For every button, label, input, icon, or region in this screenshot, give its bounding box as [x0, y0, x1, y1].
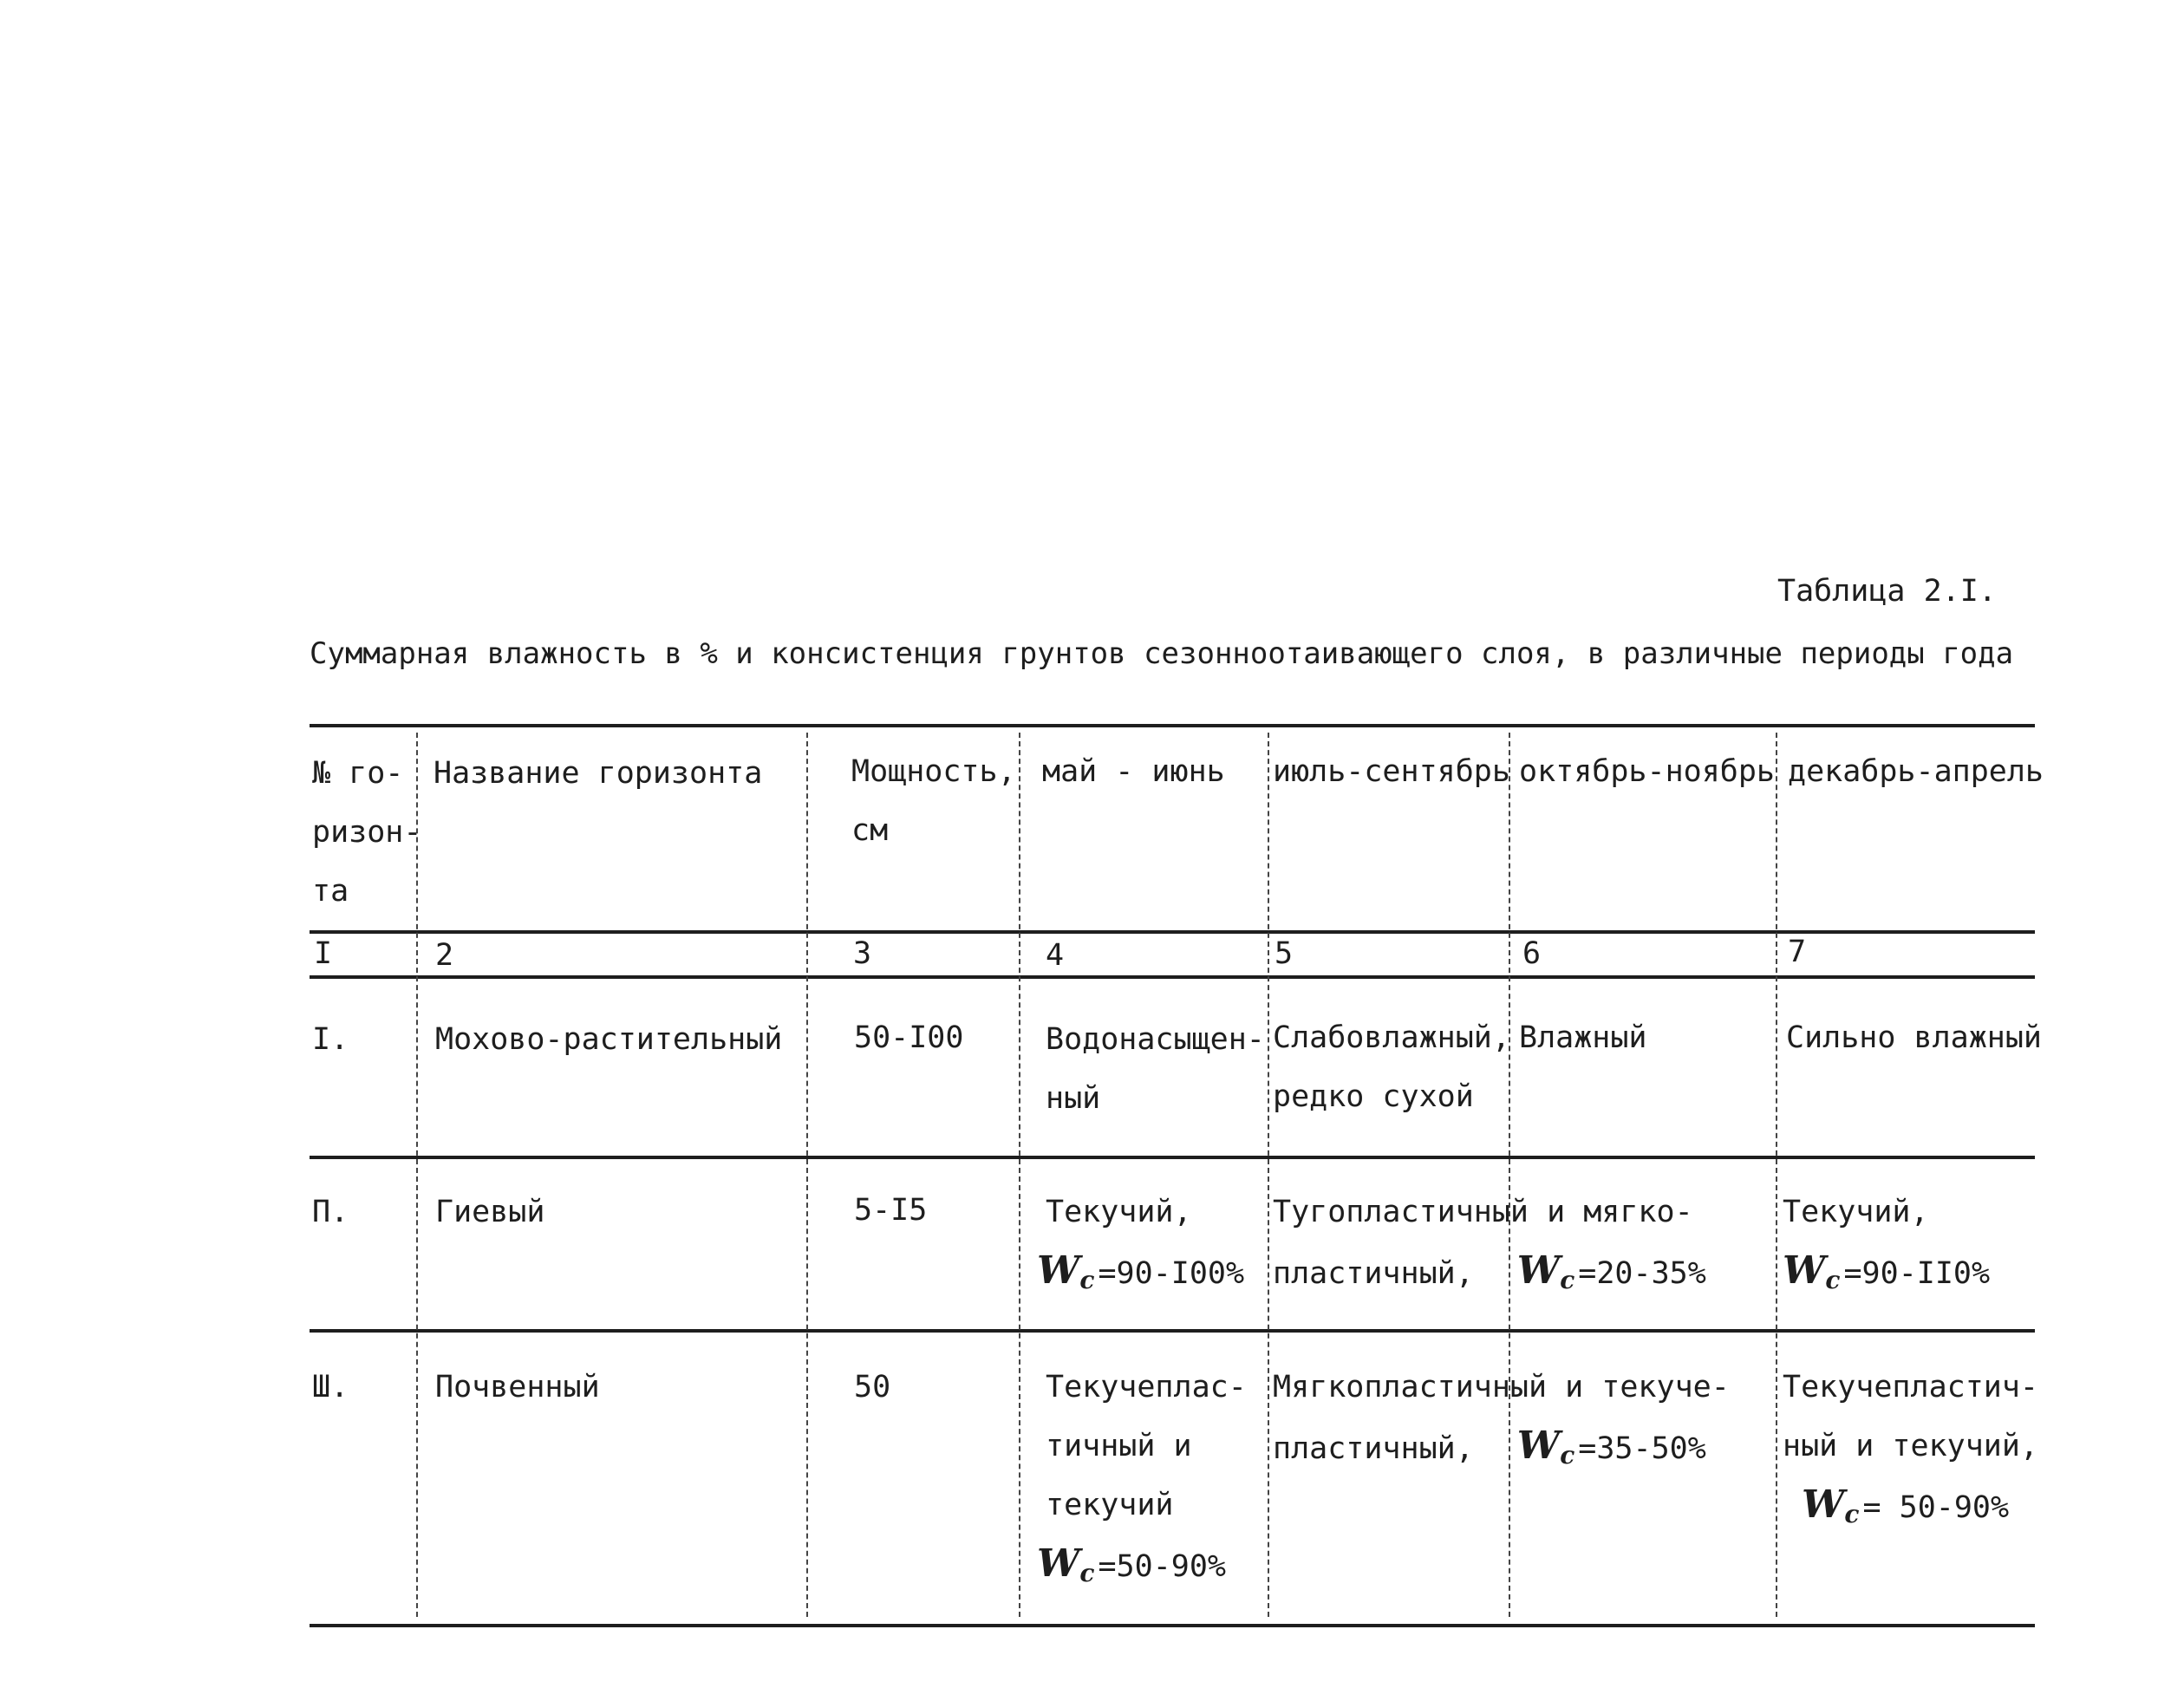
header-may-june: май - июнь — [1042, 754, 1225, 789]
row3-dec-apr: Текучепластич- ный и текучий, Wc = 50-90% — [1783, 1370, 2039, 1528]
wc-symbol: W — [1516, 1248, 1561, 1293]
table-title: Суммарная влажность в % и консистенция грунтов сезонноотаивающего слоя, в различные периоды года — [310, 636, 2014, 671]
wc-symbol: W — [1037, 1541, 1080, 1586]
row1-num: I. — [312, 1022, 349, 1057]
row3-thickness: 50 — [854, 1370, 891, 1404]
col-separator — [1268, 733, 1269, 1617]
wc-symbol: W — [1802, 1483, 1845, 1527]
table-caption: Таблица 2.I. — [1777, 574, 1997, 609]
row2-dec-apr: Текучий, Wc =90-II0% — [1783, 1195, 1991, 1294]
header-july-sept: июль-сентябрь — [1273, 754, 1510, 789]
row3-num: Ш. — [312, 1370, 349, 1404]
colnum-3: 3 — [853, 936, 872, 971]
col-separator — [1776, 733, 1777, 1617]
header-oct-nov: октябрь-ноябрь — [1519, 754, 1776, 789]
col-separator — [806, 733, 808, 1617]
row1-thickness: 50-I00 — [854, 1020, 964, 1055]
colnum-5: 5 — [1275, 936, 1294, 971]
col-separator — [1019, 733, 1020, 1617]
header-dec-apr: декабрь-апрель — [1788, 754, 2044, 789]
row3-name: Почвенный — [435, 1370, 600, 1404]
row1-name: Мохово-растительный — [435, 1022, 783, 1057]
row3-july-oct: Мягкопластичный и текуче- пластичный, Wc =35-50% — [1273, 1370, 1730, 1470]
row3-may-june: Текучеплас- тичный и текучий Wc =50-90% — [1037, 1370, 1247, 1587]
row2-name: Гиевый — [435, 1195, 545, 1229]
header-name: Название горизонта — [434, 756, 763, 791]
colnum-4: 4 — [1046, 938, 1065, 973]
row2-num: П. — [312, 1195, 349, 1229]
colnum-1: I — [314, 936, 333, 971]
colnum-6: 6 — [1522, 936, 1542, 971]
header-thickness: Мощность, см — [851, 754, 1016, 848]
header-num: № го- ризон- та — [312, 756, 422, 909]
row1-dec-apr: Сильно влажный — [1786, 1020, 2043, 1055]
wc-symbol: W — [1783, 1248, 1826, 1293]
row2-thickness: 5-I5 — [854, 1193, 928, 1228]
row2-may-june: Текучий, Wc =90-I00% — [1037, 1195, 1245, 1294]
row1-may-june: Водонасыщен- ный — [1046, 1022, 1265, 1116]
table-top-rule — [310, 724, 2035, 727]
colnum-2: 2 — [435, 938, 454, 973]
row1-july-sept: Слабовлажный, редко сухой — [1273, 1020, 1510, 1114]
colnum-7: 7 — [1788, 935, 1807, 969]
row2-july-oct: Тугопластичный и мягко- пластичный, Wc =20-35% — [1273, 1195, 1706, 1294]
row1-oct-nov: Влажный — [1519, 1020, 1647, 1055]
wc-symbol: W — [1037, 1248, 1080, 1293]
table-bottom-rule — [310, 1624, 2035, 1627]
wc-symbol: W — [1516, 1424, 1561, 1468]
